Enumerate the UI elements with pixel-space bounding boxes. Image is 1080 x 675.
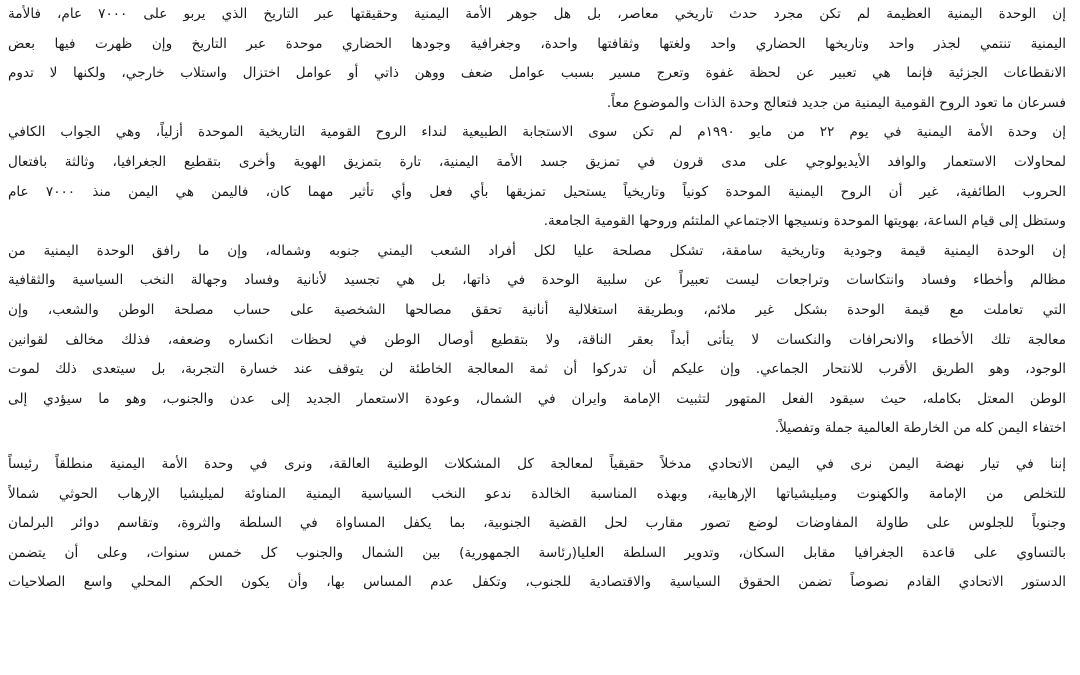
text-line: الوطن المعتل بكامله، حيث سيقود الفعل المتهور لتثبيت الإمامة وايران في الشمال، وعودة الاستعمار الجديد إلى عدن والجنوب، وهو ما سيؤدي إلى [8,390,1066,407]
text-line: الحروب الطائفية، غير أن الروح اليمنية الموحدة كونياً وتاريخياً يستحيل تمزيقها بأي فعل وأي تأثير مهما كان، فاليمن هي اليمن منذ ٧٠٠٠ عام [8,183,1066,200]
text-line: إننا في تيار نهضة اليمن نرى في اليمن الاتحادي مدخلاً حقيقياً لمعالجة كل المشكلات الوطنية العالقة، ونرى في وحدة الأمة اليمنية منطلقاً رئيساً [8,455,1066,472]
text-line: إن وحدة الأمة اليمنية في يوم ٢٢ من مايو ١٩٩٠م لم تكن سوى الاستجابة الطبيعية لنداء الروح القومية التاريخية الموحدة أزلياً، وهي الجواب الكافي [8,124,1066,141]
text-line: وستظل إلى قيام الساعة، بهويتها الموحدة ونسيجها الاجتماعي الملتئم وروحها القومية الجامعة. [543,213,1066,230]
text-line: الدستور الاتحادي القادم نصوصاً تضمن الحقوق السياسية والاقتصادية للجنوب، وتكفل عدم المساس بها، وأن يكون الحكم المحلي واسع الصلاحيات [8,574,1066,591]
text-line: اختفاء اليمن كله من الخارطة العالمية جملة وتفصيلاً. [774,420,1066,437]
text-line: وجنوباً للجلوس على طاولة المفاوضات لوضع تصور مقارب لحل القضية الجنوبية، بما يكفل المساواة في السلطة والثروة، وتقاسم دوائر البرلمان [8,515,1066,532]
text-line: للتخلص من الإمامة والكهنوت وميليشياتها الإرهابية، وبهذه المناسبة الخالدة ندعو النخب السياسية اليمنية المناوئة لميليشيا الإرهاب الحوثي شمالاً [8,485,1066,502]
text-line: الانقطاعات الجزئية فإنما هي تعبير عن لحظة غفوة وتعرج مسير بسبب عوامل ضعف ووهن ذاتي أو عوامل اختزال واستلاب خارجي، ولكنها لا تدوم [8,65,1066,82]
text-line: الوجود، وهو الطريق الأقرب للانتحار الجماعي. وإن عليكم أن تدركوا أن ثمة المعالجة الخاطئة لن يتوقف عند خسارة التجربة، بل سيتعدى ذلك لموت [8,361,1066,378]
text-line: إن الوحدة اليمنية قيمة وجودية وتاريخية سامقة، تشكل مصلحة عليا لكل أفراد الشعب اليمني جنوبه وشماله، وإن ما رافق الوحدة اليمنية من [8,242,1066,259]
text-line: فسرعان ما تعود الروح القومية اليمنية من جديد فتعالج وحدة الذات والموضوع معاً. [606,94,1066,111]
text-line: التي تعاملت مع قيمة الوحدة بشكل غير ملائم، وبطريقة استغلالية أنانية تحقق مصالحها الشخصية على حساب مصلحة الوطن والشعب، وإن [8,301,1066,318]
paragraph-1 [8,0,1066,118]
text-line: لمحاولات الاستعمار والوافد الأيديولوجي على مدى قرون في تمزيق جسد الأمة اليمنية، تارة بتمزيق الهوية وأخرى بتقطيع الجغرافيا، وثالثة بافتعال [8,153,1066,170]
text-line: اليمنية تنتمي لجذر واحد وتاريخها الحضاري واحد ولغتها وثقافتها واحدة، وجغرافية وجودها الحضاري موحدة عبر التاريخ وإن ظهرت فيها بعض [8,35,1066,52]
paragraph-4 [8,450,1066,598]
document-page [8,0,1066,598]
paragraph-3 [8,237,1066,444]
text-line: مظالم وأخطاء وفساد وانتكاسات وتراجعات ليست تعبيراً عن سلبية الوحدة في ذاتها، بل هي تجسيد لأنانية وفساد وجهالة النخب السياسية والثقافية [8,272,1066,289]
text-line: بالتساوي على قاعدة الجغرافيا مقابل السكان، وتدوير السلطة العليا(رئاسة الجمهورية) بين الشمال والجنوب كل خمس سنوات، وعلى أن يتضمن [8,544,1066,561]
paragraph-2 [8,118,1066,236]
text-line: إن الوحدة اليمنية العظيمة لم تكن مجرد حدث تاريخي معاصر، بل هل جوهر الأمة اليمنية وحقيقتها عبر التاريخ الذي يربو على ٧٠٠٠ عام، فالأمة [8,6,1066,22]
text-line: معالجة تلك الأخطاء والانحرافات والنكسات لا يتأتى أبداً بعقر الناقة، ولا بتقطيع أوصال الوطن في لحظات انكساره وضعفه، فذلك مخالف لقوانين [8,331,1066,348]
